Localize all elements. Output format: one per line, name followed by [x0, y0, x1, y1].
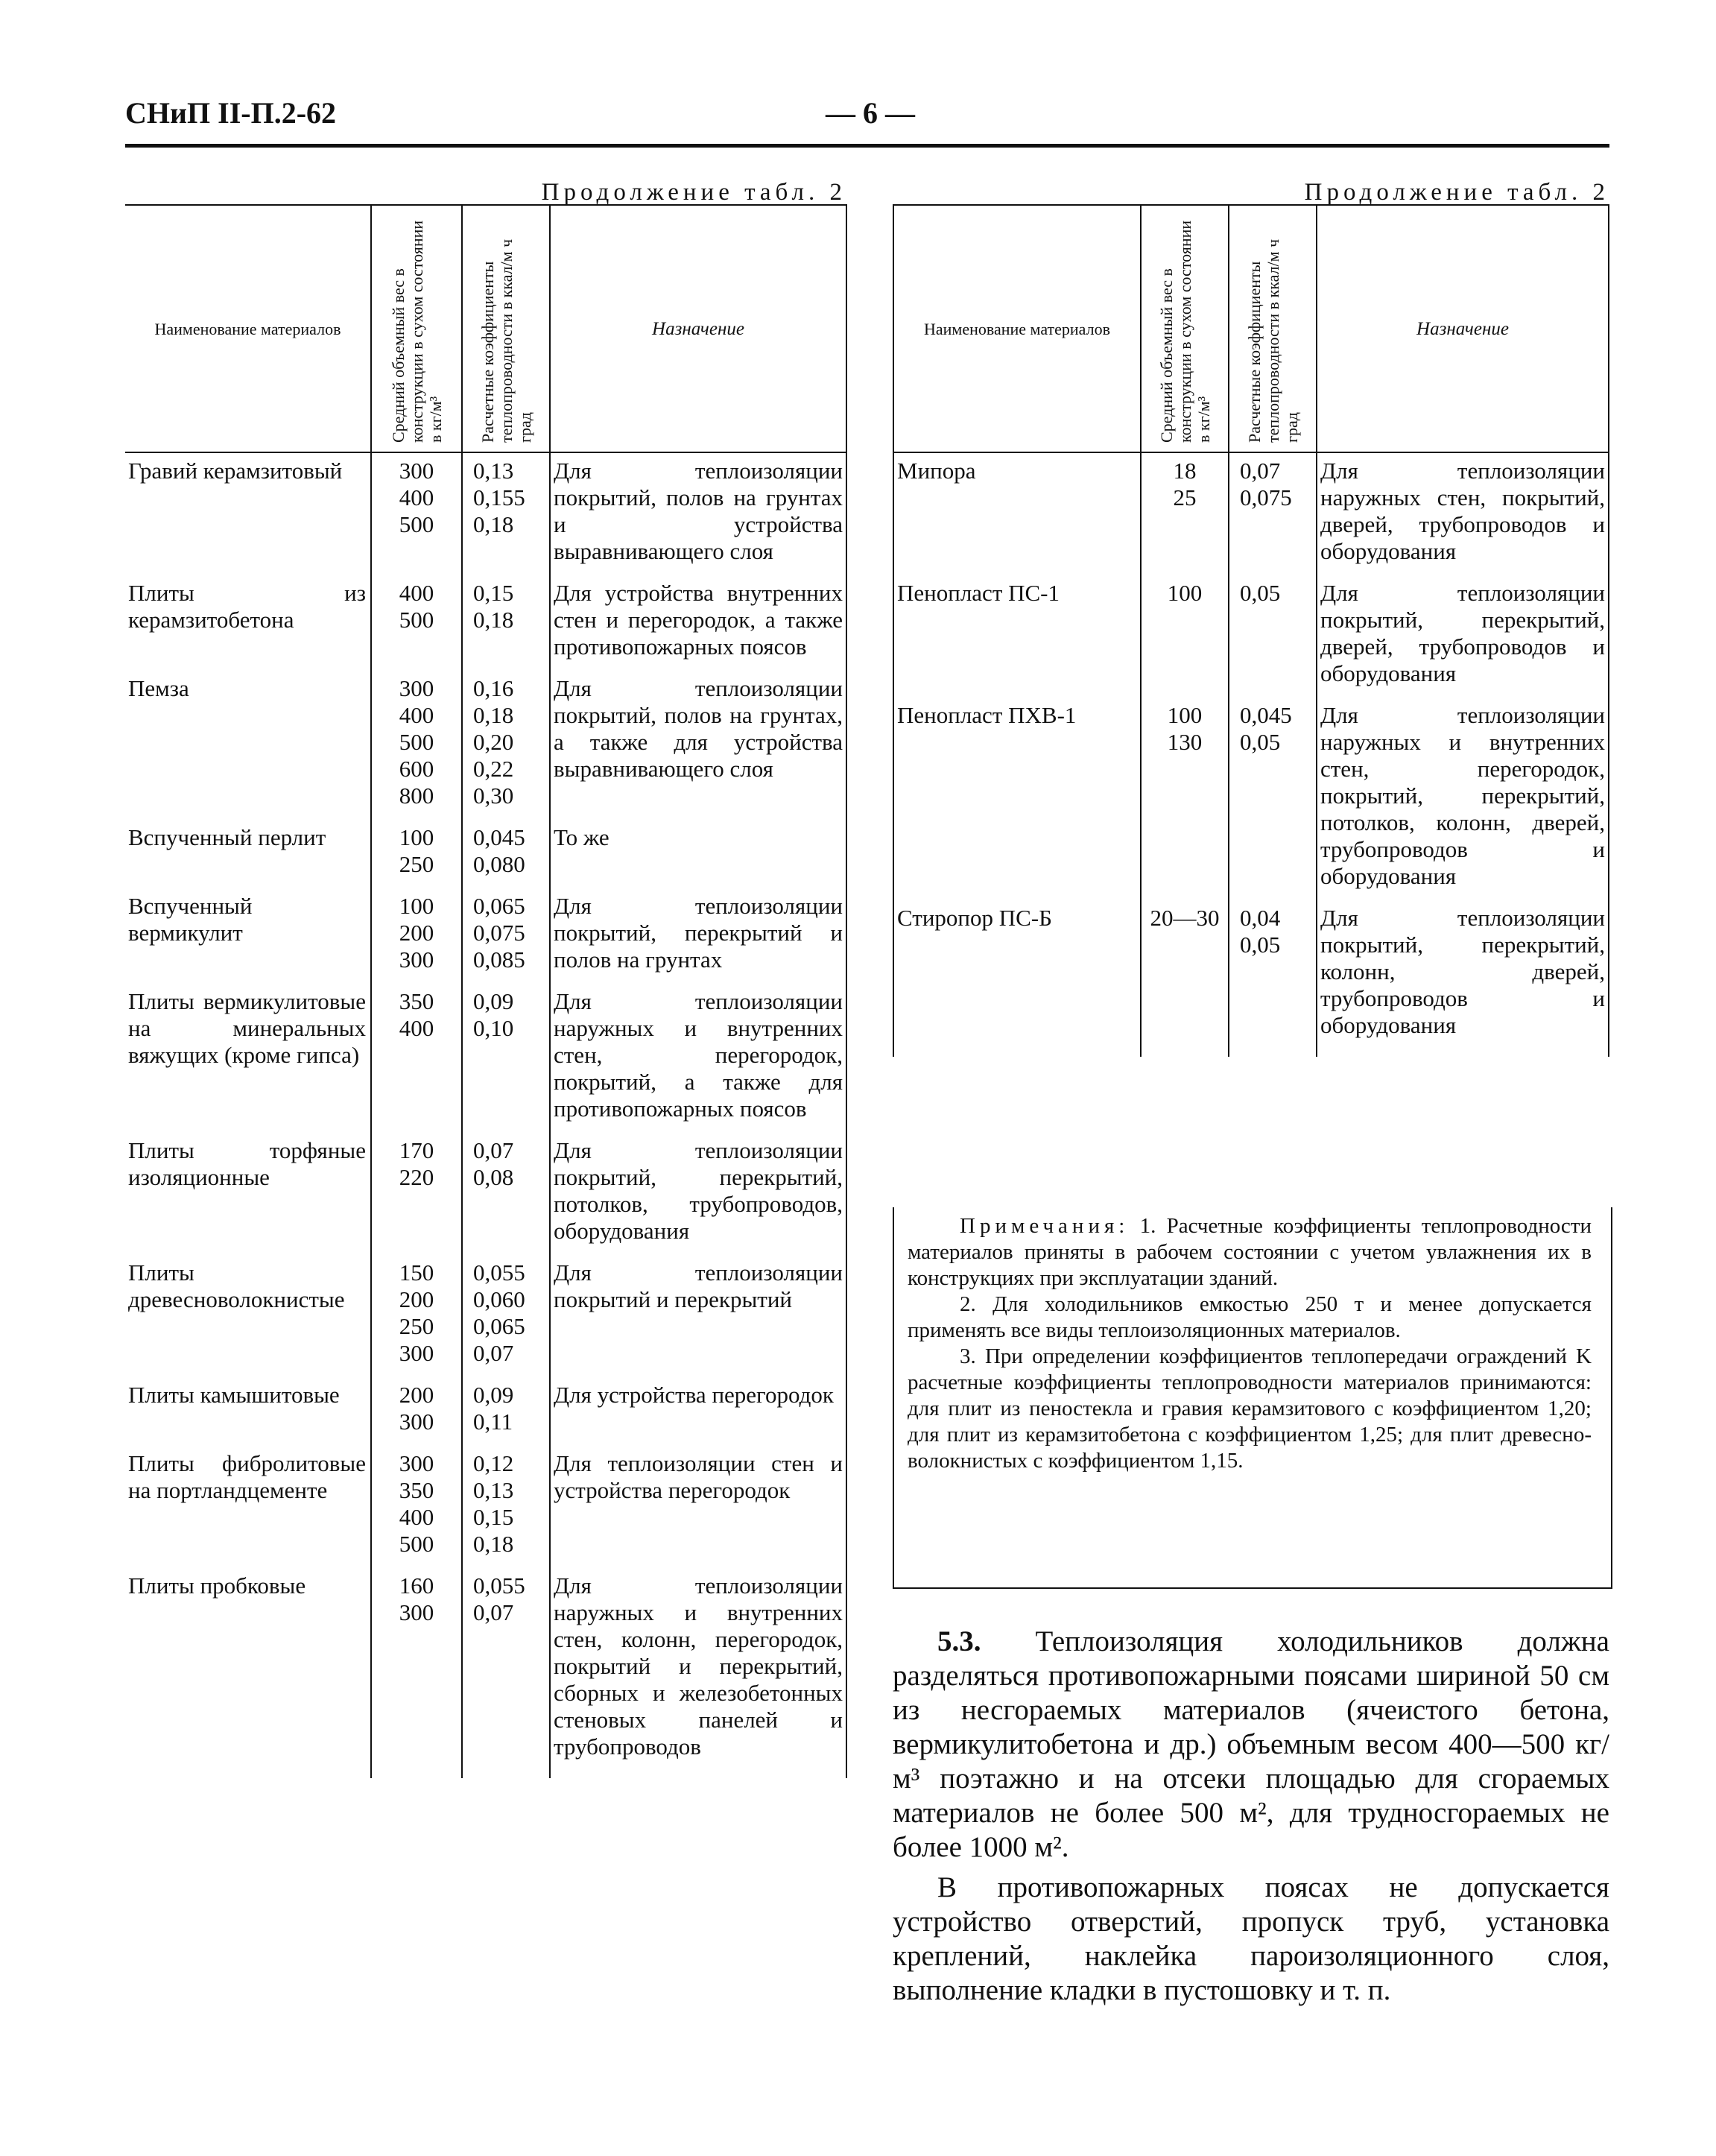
material-name-cell: Мипора — [897, 458, 976, 484]
section-5-3 — [893, 1625, 1609, 2014]
density-cell: 150 200 250 300 — [371, 1255, 462, 1377]
purpose-cell: Для теплоизоляции наружных и внутренних стен, колонн, перегородок, покрытий и перекрытий, сборных и железобетонных стеновых панелей и трубопроводов — [550, 1568, 846, 1778]
purpose-cell: Для теплоизоляции покрытий, перекрытий и полов на грунтах — [550, 888, 846, 984]
column-header-density: Средний объемный вес в конструкции в сухом состоянии в кг/м³ — [1141, 205, 1229, 452]
column-header-purpose: Назначение — [550, 205, 846, 452]
material-name-cell: Плиты из керамзитобетона — [128, 580, 366, 633]
conductivity-cell: 0,065 0,075 0,085 — [462, 888, 550, 984]
density-cell: 400 500 — [371, 575, 462, 671]
material-name-cell: Плиты торфяные изоляционные — [128, 1137, 366, 1190]
materials-table-left — [125, 204, 847, 1778]
purpose-cell: Для теплоизоляции наружных и внутренних стен, перегородок, покрытий, перекрытий, потолков, колонн, дверей, трубопроводов и оборудования — [1317, 698, 1609, 900]
density-cell: 100 200 300 — [371, 888, 462, 984]
purpose-cell: Для теплоизоляции покрытий и перекрытий — [550, 1255, 846, 1377]
conductivity-cell: 0,045 0,05 — [1229, 698, 1317, 900]
table-row — [125, 1133, 846, 1255]
conductivity-cell: 0,12 0,13 0,15 0,18 — [462, 1446, 550, 1568]
purpose-cell: Для теплоизоляции покрытий, перекрытий, потолков, трубопроводов, оборудования — [550, 1133, 846, 1255]
table-row — [893, 698, 1609, 900]
table-row — [893, 575, 1609, 698]
conductivity-cell: 0,16 0,18 0,20 0,22 0,30 — [462, 671, 550, 820]
material-name-cell: Плиты древесноволокнистые — [128, 1259, 345, 1312]
density-cell: 18 25 — [1141, 452, 1229, 575]
note-2: 2. Для холодильников емкостью 250 т и менее допускается применять все виды теплоизоляционных материалов. — [908, 1292, 1592, 1342]
table-row — [125, 1377, 846, 1446]
notes-title: Примечания: — [960, 1214, 1130, 1238]
continuation-label-left: Продолжение табл. 2 — [541, 179, 846, 206]
column-header-conductivity: Расчетные коэффициенты теплопроводности в ккал/м ч град — [1229, 205, 1317, 452]
section-number: 5.3. — [937, 1625, 981, 1657]
density-cell: 100 130 — [1141, 698, 1229, 900]
conductivity-cell: 0,13 0,155 0,18 — [462, 452, 550, 575]
purpose-cell: То же — [550, 820, 846, 888]
column-header-density: Средний объемный вес в конструкции в сухом состоянии в кг/м³ — [371, 205, 462, 452]
conductivity-cell: 0,04 0,05 — [1229, 900, 1317, 1057]
conductivity-cell: 0,055 0,060 0,065 0,07 — [462, 1255, 550, 1377]
density-cell: 170 220 — [371, 1133, 462, 1255]
purpose-cell: Для теплоизоляции покрытий, перекрытий, дверей, трубопроводов и оборудования — [1317, 575, 1609, 698]
density-cell: 160 300 — [371, 1568, 462, 1778]
table-row — [125, 452, 846, 575]
density-cell: 300 400 500 600 800 — [371, 671, 462, 820]
purpose-cell: Для теплоизоляции наружных стен, покрытий, дверей, трубопроводов и оборудования — [1317, 452, 1609, 575]
material-name-cell: Вспученный вермикулит — [128, 893, 253, 946]
purpose-cell: Для теплоизоляции наружных и внутренних стен, перегородок, покрытий, а также для противопожарных поясов — [550, 984, 846, 1133]
table-row — [125, 888, 846, 984]
document-code: СНиП II-П.2-62 — [125, 96, 337, 130]
purpose-cell: Для теплоизоляции покрытий, полов на грунтах и устройства выравнивающего слоя — [550, 452, 846, 575]
materials-table-right — [893, 204, 1609, 1057]
conductivity-cell: 0,05 — [1229, 575, 1317, 698]
column-header-name: Наименование материалов — [125, 205, 371, 452]
column-header-conductivity: Расчетные коэффициенты теплопроводности в ккал/м ч град — [462, 205, 550, 452]
table-notes — [908, 1213, 1592, 1474]
table-row — [125, 984, 846, 1133]
conductivity-cell: 0,07 0,075 — [1229, 452, 1317, 575]
table-header-row — [125, 205, 846, 452]
density-cell: 350 400 — [371, 984, 462, 1133]
section-paragraph-1: 5.3. Теплоизоляция холодильников должна разделяться противопожарными поясами шириной 50 см из несгораемых материалов (ячеистого бетона, вермикулитобетона и др.) объемным весом 400—500 кг/м³ поэтажно и на отсеки площадью для сгораемых материалов не более 500 м², для трудносгораемых не более 1000 м². — [893, 1625, 1609, 1863]
density-cell: 100 — [1141, 575, 1229, 698]
material-name-cell: Стиропор ПС-Б — [897, 905, 1052, 931]
material-name-cell: Пенопласт ПХВ-1 — [897, 702, 1077, 728]
table-row — [125, 575, 846, 671]
conductivity-cell: 0,055 0,07 — [462, 1568, 550, 1778]
conductivity-cell: 0,15 0,18 — [462, 575, 550, 671]
conductivity-cell: 0,045 0,080 — [462, 820, 550, 888]
material-name-cell: Плиты вермикулитовые на минеральных вяжущих (кроме гипса) — [128, 988, 366, 1068]
purpose-cell: Для устройства внутренних стен и перегородок, а также противопожарных поясов — [550, 575, 846, 671]
purpose-cell: Для теплоизоляции покрытий, полов на грунтах, а также для устройства выравнивающего слоя — [550, 671, 846, 820]
purpose-cell: Для теплоизоляции покрытий, перекрытий, колонн, дверей, трубопроводов и оборудования — [1317, 900, 1609, 1057]
table-header-row — [893, 205, 1609, 452]
conductivity-cell: 0,07 0,08 — [462, 1133, 550, 1255]
material-name-cell: Гравий керамзитовый — [128, 458, 343, 484]
material-name-cell: Пемза — [128, 675, 189, 701]
material-name-cell: Пенопласт ПС-1 — [897, 580, 1060, 606]
table-row — [893, 900, 1609, 1057]
density-cell: 300 350 400 500 — [371, 1446, 462, 1568]
purpose-cell: Для устройства перегородок — [550, 1377, 846, 1446]
density-cell: 300 400 500 — [371, 452, 462, 575]
header-rule — [125, 144, 1609, 148]
note-3: 3. При определении коэффициентов теплопередачи ограждений K расчетные коэффициенты теплопроводности материалов принимаются: для плит из пеностекла и гравия керамзитового с коэффициентом 1,20; для плит из керамзитобетона с коэффициентом 1,25; для плит древесно-волокнистых с коэффициентом 1,15. — [908, 1344, 1592, 1473]
material-name-cell: Плиты камышитовые — [128, 1382, 340, 1408]
table-row — [125, 1255, 846, 1377]
material-name-cell: Вспученный перлит — [128, 824, 326, 850]
page-number: — 6 — — [826, 96, 915, 130]
table-row — [893, 452, 1609, 575]
continuation-label-right: Продолжение табл. 2 — [1304, 179, 1609, 206]
column-header-purpose: Назначение — [1317, 205, 1609, 452]
conductivity-cell: 0,09 0,11 — [462, 1377, 550, 1446]
note-1: Примечания: 1. Расчетные коэффициенты теплопроводности материалов приняты в рабочем состоянии с учетом увлажнения их в конструкциях при эксплуатации зданий. — [908, 1214, 1592, 1290]
section-paragraph-2: В противопожарных поясах не допускается устройство отверстий, пропуск труб, установка креплений, наклейка пароизоляционного слоя, выполнение кладки в пустошовку и т. п. — [893, 1871, 1609, 2006]
material-name-cell: Плиты пробковые — [128, 1572, 306, 1599]
density-cell: 100 250 — [371, 820, 462, 888]
table-row — [125, 820, 846, 888]
conductivity-cell: 0,09 0,10 — [462, 984, 550, 1133]
density-cell: 200 300 — [371, 1377, 462, 1446]
table-row — [125, 1568, 846, 1778]
density-cell: 20—30 — [1141, 900, 1229, 1057]
table-row — [125, 671, 846, 820]
table-row — [125, 1446, 846, 1568]
column-header-name: Наименование материалов — [893, 205, 1141, 452]
purpose-cell: Для теплоизоляции стен и устройства перегородок — [550, 1446, 846, 1568]
material-name-cell: Плиты фибролитовые на портландцементе — [128, 1450, 366, 1503]
